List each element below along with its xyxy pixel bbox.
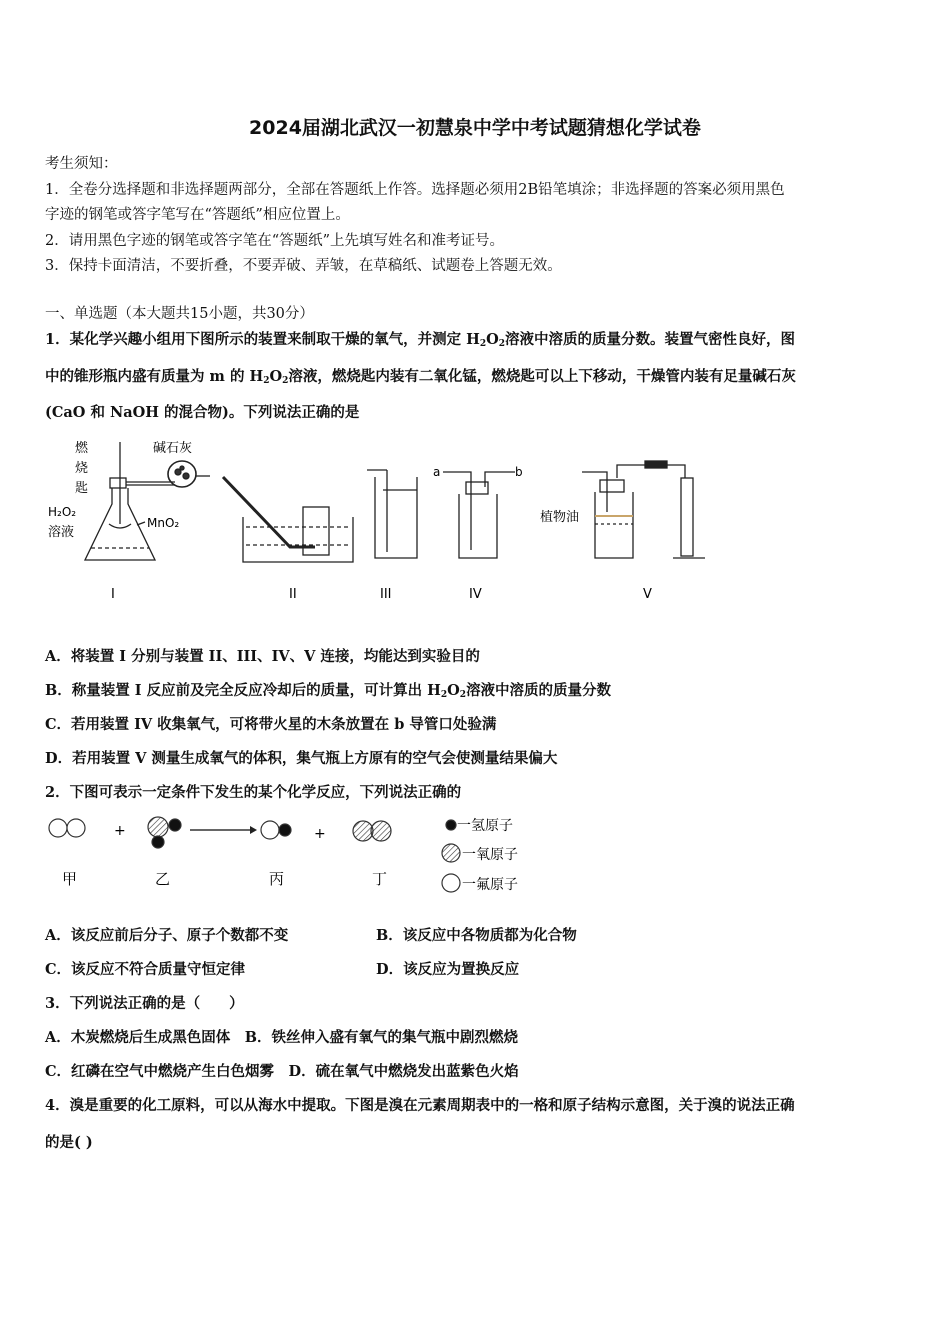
page-title: 2024届湖北武汉一初慧泉中学中考试题猜想化学试卷 <box>249 117 701 139</box>
f2-atom-2 <box>67 819 85 837</box>
q2-option-a: A．该反应前后分子、原子个数都不变 <box>45 927 289 944</box>
fig1-label-h2o2: H₂O₂ <box>48 505 77 519</box>
q4-stem-line1: 4．溴是重要的化工原料，可以从海水中提取。下图是溴在元素周期表中的一格和原子结构示意图，关于溴的说法正确 <box>45 1097 795 1114</box>
h2o-hydrogen-atom-2 <box>152 836 164 848</box>
q1-option-b: B．称量装置 I 反应前及完全反应冷却后的质量，可计算出 $H_2O_2$溶液中溶质的质量分数 <box>45 682 612 700</box>
q3-options-cd: C．红磷在空气中燃烧产生白色烟雾 D．硫在氧气中燃烧发出蓝紫色火焰 <box>45 1063 519 1080</box>
label-bing: 丙 <box>269 870 285 888</box>
device-4-bottle <box>443 472 515 558</box>
legend-oxygen-icon <box>442 844 460 862</box>
q1-option-a: A．将装置 I 分别与装置 II、III、IV、V 连接，均能达到实验目的 <box>45 648 480 665</box>
q1-apparatus-figure <box>45 432 735 607</box>
q3-stem: 3．下列说法正确的是（ ） <box>45 995 244 1012</box>
legend-fluorine-label: 一氟原子 <box>462 877 518 893</box>
plus-1: + <box>114 823 126 839</box>
notice-item-1-cont: 字迹的钢笔或答字笔写在“答题纸”相应位置上。 <box>45 207 350 223</box>
label-yi: 乙 <box>155 870 171 888</box>
fig1-roman-4: IV <box>469 587 482 602</box>
device-5-apparatus <box>582 461 705 558</box>
legend-oxygen-label: 一氧原子 <box>462 847 518 863</box>
notice-item-1: 1．全卷分选择题和非选择题两部分，全部在答题纸上作答。选择题必须用2B铅笔填涂；非选择题的答案必须用黑色 <box>45 182 785 198</box>
device-2-trough <box>223 477 353 562</box>
plus-2: + <box>314 826 326 842</box>
notice-item-2: 2．请用黑色字迹的钢笔或答字笔在“答题纸”上先填写姓名和准考证号。 <box>45 233 505 249</box>
q1-option-d: D．若用装置 V 测量生成氧气的体积，集气瓶上方原有的空气会使测量结果偏大 <box>45 750 558 767</box>
q1-stem-line3: (CaO 和 NaOH 的混合物)。下列说法正确的是 <box>45 404 360 421</box>
q1-stem-line1: 1．某化学兴趣小组用下图所示的装置来制取干燥的氧气，并测定 $H_2O_2$溶液中溶质的质量分数。装置气密性良好，图 <box>45 331 796 349</box>
fig1-label-lime: 碱石灰 <box>153 441 193 456</box>
fig1-label-oil: 植物油 <box>540 510 580 525</box>
h2o-oxygen-atom <box>148 817 168 837</box>
fig1-roman-1: I <box>111 587 115 602</box>
fig1-label-spoon-1: 燃 <box>75 441 89 456</box>
device-1-flask <box>85 442 210 560</box>
fig1-label-b: b <box>515 465 523 479</box>
q2-option-c: C．该反应不符合质量守恒定律 <box>45 961 246 978</box>
legend-hydrogen-icon <box>446 820 456 830</box>
hf-fluorine-atom <box>261 821 279 839</box>
q2-reaction-figure <box>45 808 545 900</box>
section-heading: 一、单选题（本大题共15小题，共30分） <box>45 306 314 322</box>
legend-fluorine-icon <box>442 874 460 892</box>
label-ding: 丁 <box>372 870 388 888</box>
q3-options-ab: A．木炭燃烧后生成黑色固体 B．铁丝伸入盛有氧气的集气瓶中剧烈燃烧 <box>45 1029 519 1046</box>
label-jia: 甲 <box>62 870 78 888</box>
fig1-label-mno2: MnO₂ <box>147 516 180 530</box>
q1-option-c: C．若用装置 IV 收集氧气，可将带火星的木条放置在 b 导管口处验满 <box>45 716 497 733</box>
q4-stem-line2: 的是( ) <box>45 1134 93 1151</box>
hf-hydrogen-atom <box>279 824 291 836</box>
q1-stem-line2: 中的锥形瓶内盛有质量为 m 的 $H_2O_2$溶液，燃烧匙内装有二氧化锰，燃烧匙可以上下移动，干燥管内装有足量碱石灰 <box>45 368 796 386</box>
fig1-roman-2: II <box>289 587 297 602</box>
device-3-bottle <box>367 470 417 558</box>
q2-option-d: D．该反应为置换反应 <box>376 961 520 978</box>
h2o-hydrogen-atom-1 <box>169 819 181 831</box>
fig1-label-solution: 溶液 <box>48 525 75 540</box>
fig1-roman-3: III <box>380 587 392 602</box>
fig1-label-spoon-3: 匙 <box>75 481 89 496</box>
fig1-roman-5: V <box>643 587 652 602</box>
q2-option-b: B．该反应中各物质都为化合物 <box>376 927 577 944</box>
f2-atom-1 <box>49 819 67 837</box>
fig1-label-spoon-2: 烧 <box>75 461 89 476</box>
o2-atom-1 <box>353 821 373 841</box>
fig1-label-a: a <box>433 465 441 479</box>
q2-stem: 2．下图可表示一定条件下发生的某个化学反应，下列说法正确的 <box>45 784 462 801</box>
notice-item-3: 3．保持卡面清洁，不要折叠，不要弄破、弄皱，在草稿纸、试题卷上答题无效。 <box>45 258 562 274</box>
o2-atom-2 <box>371 821 391 841</box>
legend-hydrogen-label: 一氢原子 <box>457 818 513 834</box>
notice-heading: 考生须知： <box>45 156 118 172</box>
